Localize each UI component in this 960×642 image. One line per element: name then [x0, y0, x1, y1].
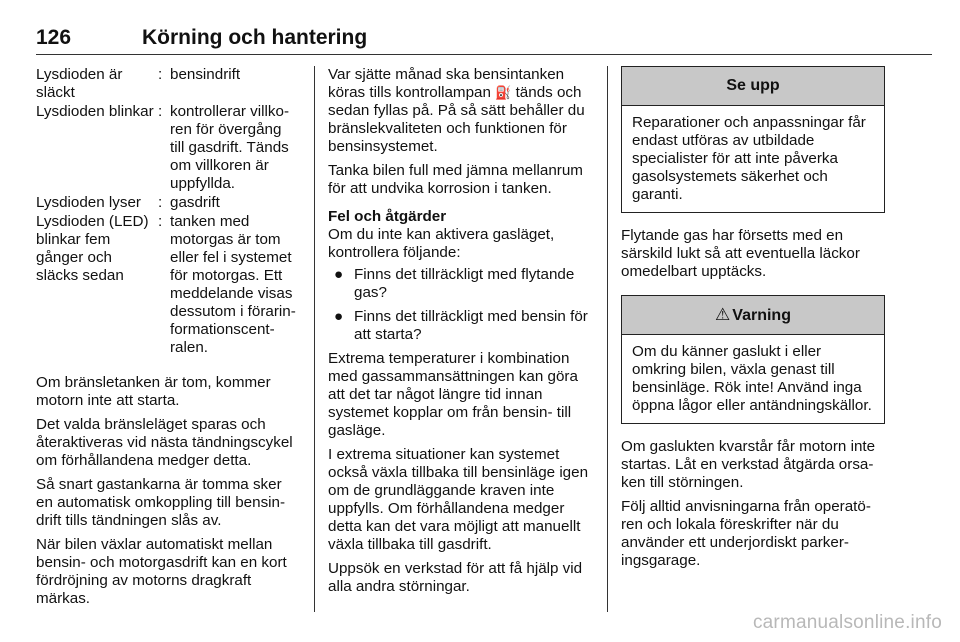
body-paragraph: Uppsök en verkstad för att få hjälp vid alla andra störningar.	[328, 560, 583, 595]
warning-box	[621, 295, 885, 424]
body-paragraph: Extrema temperaturer i kombination med gassammansättningen kan göra att det tar något längre tid innan systemet kopplar om från bensin- till gasläge.	[328, 350, 578, 439]
caution-body: Reparationer och anpassningar får endast utföras av utbildade specialister för att inte påverka gasolsystemets säkerhet och garanti.	[632, 114, 866, 203]
definition-term: Lysdioden lyser	[36, 194, 141, 211]
list-item	[328, 266, 594, 302]
middle-column	[328, 66, 594, 602]
watermark: carmanualsonline.info	[752, 612, 942, 633]
definition-desc: kontrollerar villkoren för övergång till gasdrift. Tänds om villkoren är uppfyllda.	[170, 103, 290, 192]
body-paragraph: Det valda bränsleläget sparas och återaktiveras vid nästa tändningscykel om förhållandena medger detta.	[36, 416, 293, 469]
intro-text-start: Var sjätte månad ska bensintanken köras tills kontrollampan	[328, 66, 565, 101]
column-divider-right	[607, 66, 608, 612]
bullet-icon: ●	[334, 266, 344, 283]
fuel-pump-icon: ⛽	[495, 85, 512, 100]
definition-term: Lysdioden är släckt	[36, 66, 123, 101]
body-paragraph: När bilen växlar automatiskt mellan bensin- och motorgasdrift kan en kort fördröjning av motorns dragkraft märkas.	[36, 536, 287, 607]
list-item-text: Finns det tillräckligt med bensin för att starta?	[354, 308, 588, 343]
right-column	[621, 66, 885, 576]
body-paragraph: Flytande gas har försetts med en särskild lukt så att eventuella läckor omedelbart upptäcks.	[621, 227, 860, 280]
body-paragraph: I extrema situationer kan systemet också växla tillbaka till bensinläge igen om de grundläggande kraven inte uppfylls. Om förhållandena medger detta kan det vara möjligt att manuellt växla tillbaka till gasdrift.	[328, 446, 589, 553]
list-item-text: Finns det tillräckligt med flytande gas?	[354, 266, 575, 301]
caution-box	[621, 66, 885, 213]
definition-desc: bensindrift	[170, 66, 241, 83]
definition-separator: :	[158, 194, 163, 211]
definition-term: Lysdioden blinkar	[36, 103, 154, 120]
chapter-title: Körning och hantering	[142, 26, 368, 49]
header-divider	[36, 54, 932, 55]
definition-term: Lysdioden (LED) blinkar fem gånger och släcks sedan	[36, 213, 149, 284]
bullet-icon: ●	[334, 308, 344, 325]
checklist	[328, 266, 594, 344]
intro-text-end: tänds och sedan fyllas på. På så sätt behåller du bränslekvaliteten och funktionen för bensinsystemet.	[328, 84, 585, 155]
section-heading: Fel och åtgärder	[328, 208, 447, 225]
column-divider-left	[314, 66, 315, 612]
definition-desc: gasdrift	[170, 194, 220, 211]
left-column	[36, 66, 298, 614]
body-paragraph: Om bränsletanken är tom, kommer motorn inte att starta.	[36, 374, 271, 409]
body-paragraph	[328, 66, 594, 156]
warning-header	[622, 296, 884, 335]
warning-body: Om du känner gaslukt i eller omkring bilen, växla genast till bensinläge. Rök inte! Använd inga öppna lågor eller antändningskällor.	[632, 343, 872, 414]
body-paragraph: Följ alltid anvisningarna från operatören och lokala föreskrifter när du använder ett underjordiskt parkeringsgarage.	[621, 498, 871, 569]
definition-separator: :	[158, 66, 163, 83]
definition-separator: :	[158, 103, 163, 120]
page-header	[28, 22, 932, 54]
list-item	[328, 308, 594, 344]
definition-desc: tanken med motorgas är tom eller fel i systemet för motorgas. Ett meddelande visas dessutom i förarinformationscentralen.	[170, 213, 296, 356]
body-paragraph: Så snart gastankarna är tomma sker en automatisk omkoppling till bensindrift tills tändningen slås av.	[36, 476, 286, 529]
page-number: 126	[36, 26, 72, 49]
warning-triangle-icon: ⚠	[715, 305, 731, 324]
body-paragraph: Om gaslukten kvarstår får motorn inte startas. Låt en verkstad åtgärda orsaken till störningen.	[621, 438, 876, 491]
body-paragraph: Tanka bilen full med jämna mellanrum för att undvika korrosion i tanken.	[328, 162, 583, 197]
indicator-definition-list	[36, 66, 298, 358]
definition-separator: :	[158, 213, 163, 230]
caution-title: Se upp	[622, 67, 884, 106]
warning-title: Varning	[732, 307, 791, 324]
body-paragraph: Om du inte kan aktivera gasläget, kontrollera följande:	[328, 226, 555, 261]
